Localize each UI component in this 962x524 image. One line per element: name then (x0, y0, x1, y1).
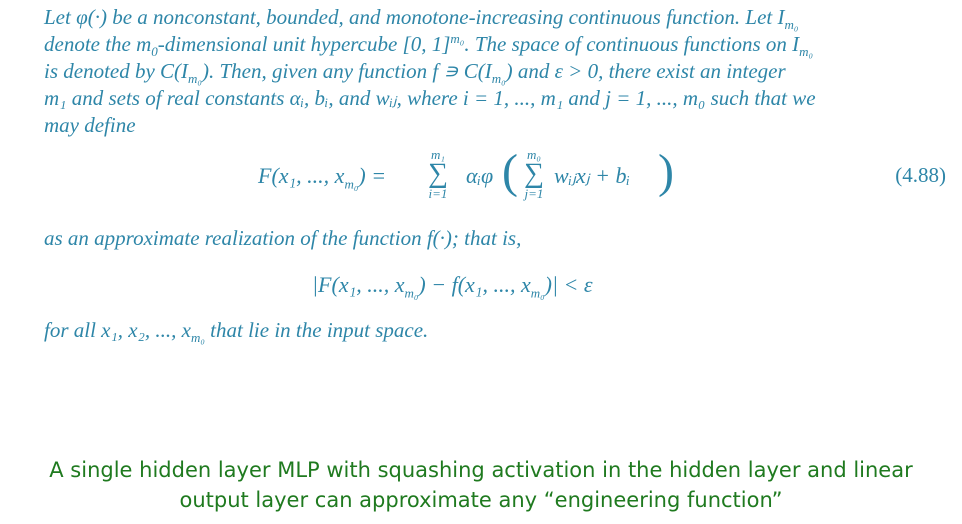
conclusion-text: as an approximate realization of the function f(·); that is, (44, 226, 522, 250)
caption-line-2: output layer can approximate any “engineering function” (179, 488, 783, 512)
caption-line-1: A single hidden layer MLP with squashing activation in the hidden layer and linear (49, 458, 913, 482)
theorem-line-4: m₁ and sets of real constants αᵢ, bᵢ, and wᵢⱼ, where i = 1, ..., m₁ and j = 1, ..., m₀ such that we (44, 86, 816, 110)
theorem-line-1: Let φ(·) be a nonconstant, bounded, and monotone-increasing continuous function. Let $I_{m_0}$ (44, 5, 799, 33)
equation-lhs: F(x₁, ..., $x_{m_0}$) = (258, 163, 387, 192)
sum-over-i: m₁ ∑ i=1 (428, 147, 448, 201)
theorem-line-5: may define (44, 113, 136, 137)
left-paren: ( (502, 145, 518, 198)
inner-sum-term: wᵢⱼxⱼ + bᵢ (554, 163, 630, 188)
equation-main (258, 145, 958, 212)
sum-over-j: m₀ ∑ j=1 (524, 147, 544, 201)
equation-number: (4.88) (895, 163, 946, 187)
theorem-line-3: is denoted by $C(I_{m_0})$. Then, given any function f ∍ $C(I_{m_0})$ and ε > 0, there exist an integer (44, 59, 786, 87)
forall-text: for all x₁, x₂, ..., $x_{m_0}$ that lie in the input space. (44, 318, 429, 346)
theorem-line-2: denote the $m_0$-dimensional unit hypercube [0, 1]$^{m_0}$. The space of continuous functions on $I_{m_0}$ (44, 31, 814, 60)
right-paren: ) (658, 145, 674, 198)
alpha-phi: αᵢφ (466, 163, 494, 188)
caption (0, 455, 962, 515)
equation-abs: |F(x₁, ..., $x_{m_0}) - f(x_1$, ..., $x_{m_0})| < \varepsilon$ (312, 272, 593, 301)
theorem-text (44, 4, 954, 139)
